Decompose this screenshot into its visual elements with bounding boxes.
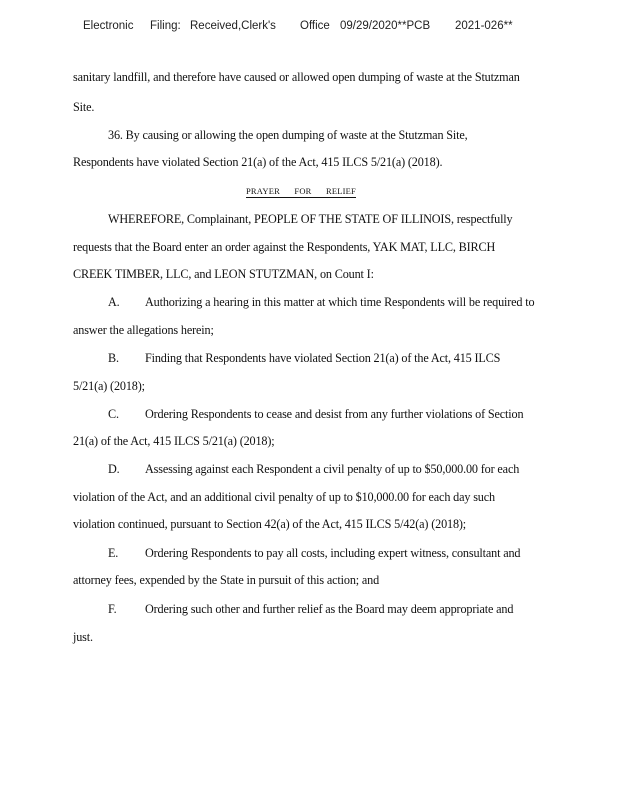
wherefore-line1: WHEREFORE, Complainant, PEOPLE OF THE STATE OF ILLINOIS, respectfully — [108, 212, 513, 226]
heading-word-prayer: PRAYER — [246, 186, 280, 196]
item-f-label: F. — [108, 602, 117, 616]
item-f-line1: Ordering such other and further relief as the Board may deem appropriate and — [145, 602, 514, 616]
prayer-for-relief-heading — [246, 186, 356, 198]
item-a-label: A. — [108, 295, 120, 309]
header-office: Office — [300, 20, 330, 32]
item-e-line1: Ordering Respondents to pay all costs, including expert witness, consultant and — [145, 546, 521, 560]
item-b-line1: Finding that Respondents have violated Section 21(a) of the Act, 415 ILCS — [145, 351, 501, 365]
item-d-line2: violation of the Act, and an additional civil penalty of up to $10,000.00 for each day such — [73, 490, 495, 504]
item-a-line1: Authorizing a hearing in this matter at which time Respondents will be required to — [145, 295, 535, 309]
item-c-line2: 21(a) of the Act, 415 ILCS 5/21(a) (2018); — [73, 434, 275, 448]
header-date-pcb: 09/29/2020**PCB — [340, 20, 431, 32]
heading-word-relief: RELIEF — [325, 186, 356, 196]
item-b-line2: 5/21(a) (2018); — [73, 379, 145, 393]
item-a-line2: answer the allegations herein; — [73, 323, 214, 337]
item-e-line2: attorney fees, expended by the State in pursuit of this action; and — [73, 573, 380, 587]
paragraph-35-line1: sanitary landfill, and therefore have caused or allowed open dumping of waste at the Stutzman — [73, 70, 520, 84]
item-d-label: D. — [108, 462, 120, 476]
wherefore-line2: requests that the Board enter an order against the Respondents, YAK MAT, LLC, BIRCH — [73, 240, 496, 254]
item-e-label: E. — [108, 546, 119, 560]
heading-word-for: FOR — [294, 186, 312, 196]
item-f-line2: just. — [73, 630, 93, 644]
header-case-number: 2021-026** — [455, 20, 513, 32]
item-c-label: C. — [108, 407, 119, 421]
header-electronic: Electronic — [83, 20, 134, 32]
header-received-clerks: Received,Clerk's — [190, 20, 276, 32]
paragraph-35-line2: Site. — [73, 100, 95, 114]
item-d-line3: violation continued, pursuant to Section 42(a) of the Act, 415 ILCS 5/42(a) (2018); — [73, 517, 467, 531]
wherefore-line3: CREEK TIMBER, LLC, and LEON STUTZMAN, on Count I: — [73, 267, 374, 281]
item-b-label: B. — [108, 351, 119, 365]
header-filing: Filing: — [150, 20, 181, 32]
item-c-line1: Ordering Respondents to cease and desist from any further violations of Section — [145, 407, 524, 421]
paragraph-36-line2: Respondents have violated Section 21(a) of the Act, 415 ILCS 5/21(a) (2018). — [73, 155, 443, 169]
paragraph-36-line1: 36. By causing or allowing the open dumping of waste at the Stutzman Site, — [108, 128, 468, 142]
item-d-line1: Assessing against each Respondent a civil penalty of up to $50,000.00 for each — [145, 462, 520, 476]
